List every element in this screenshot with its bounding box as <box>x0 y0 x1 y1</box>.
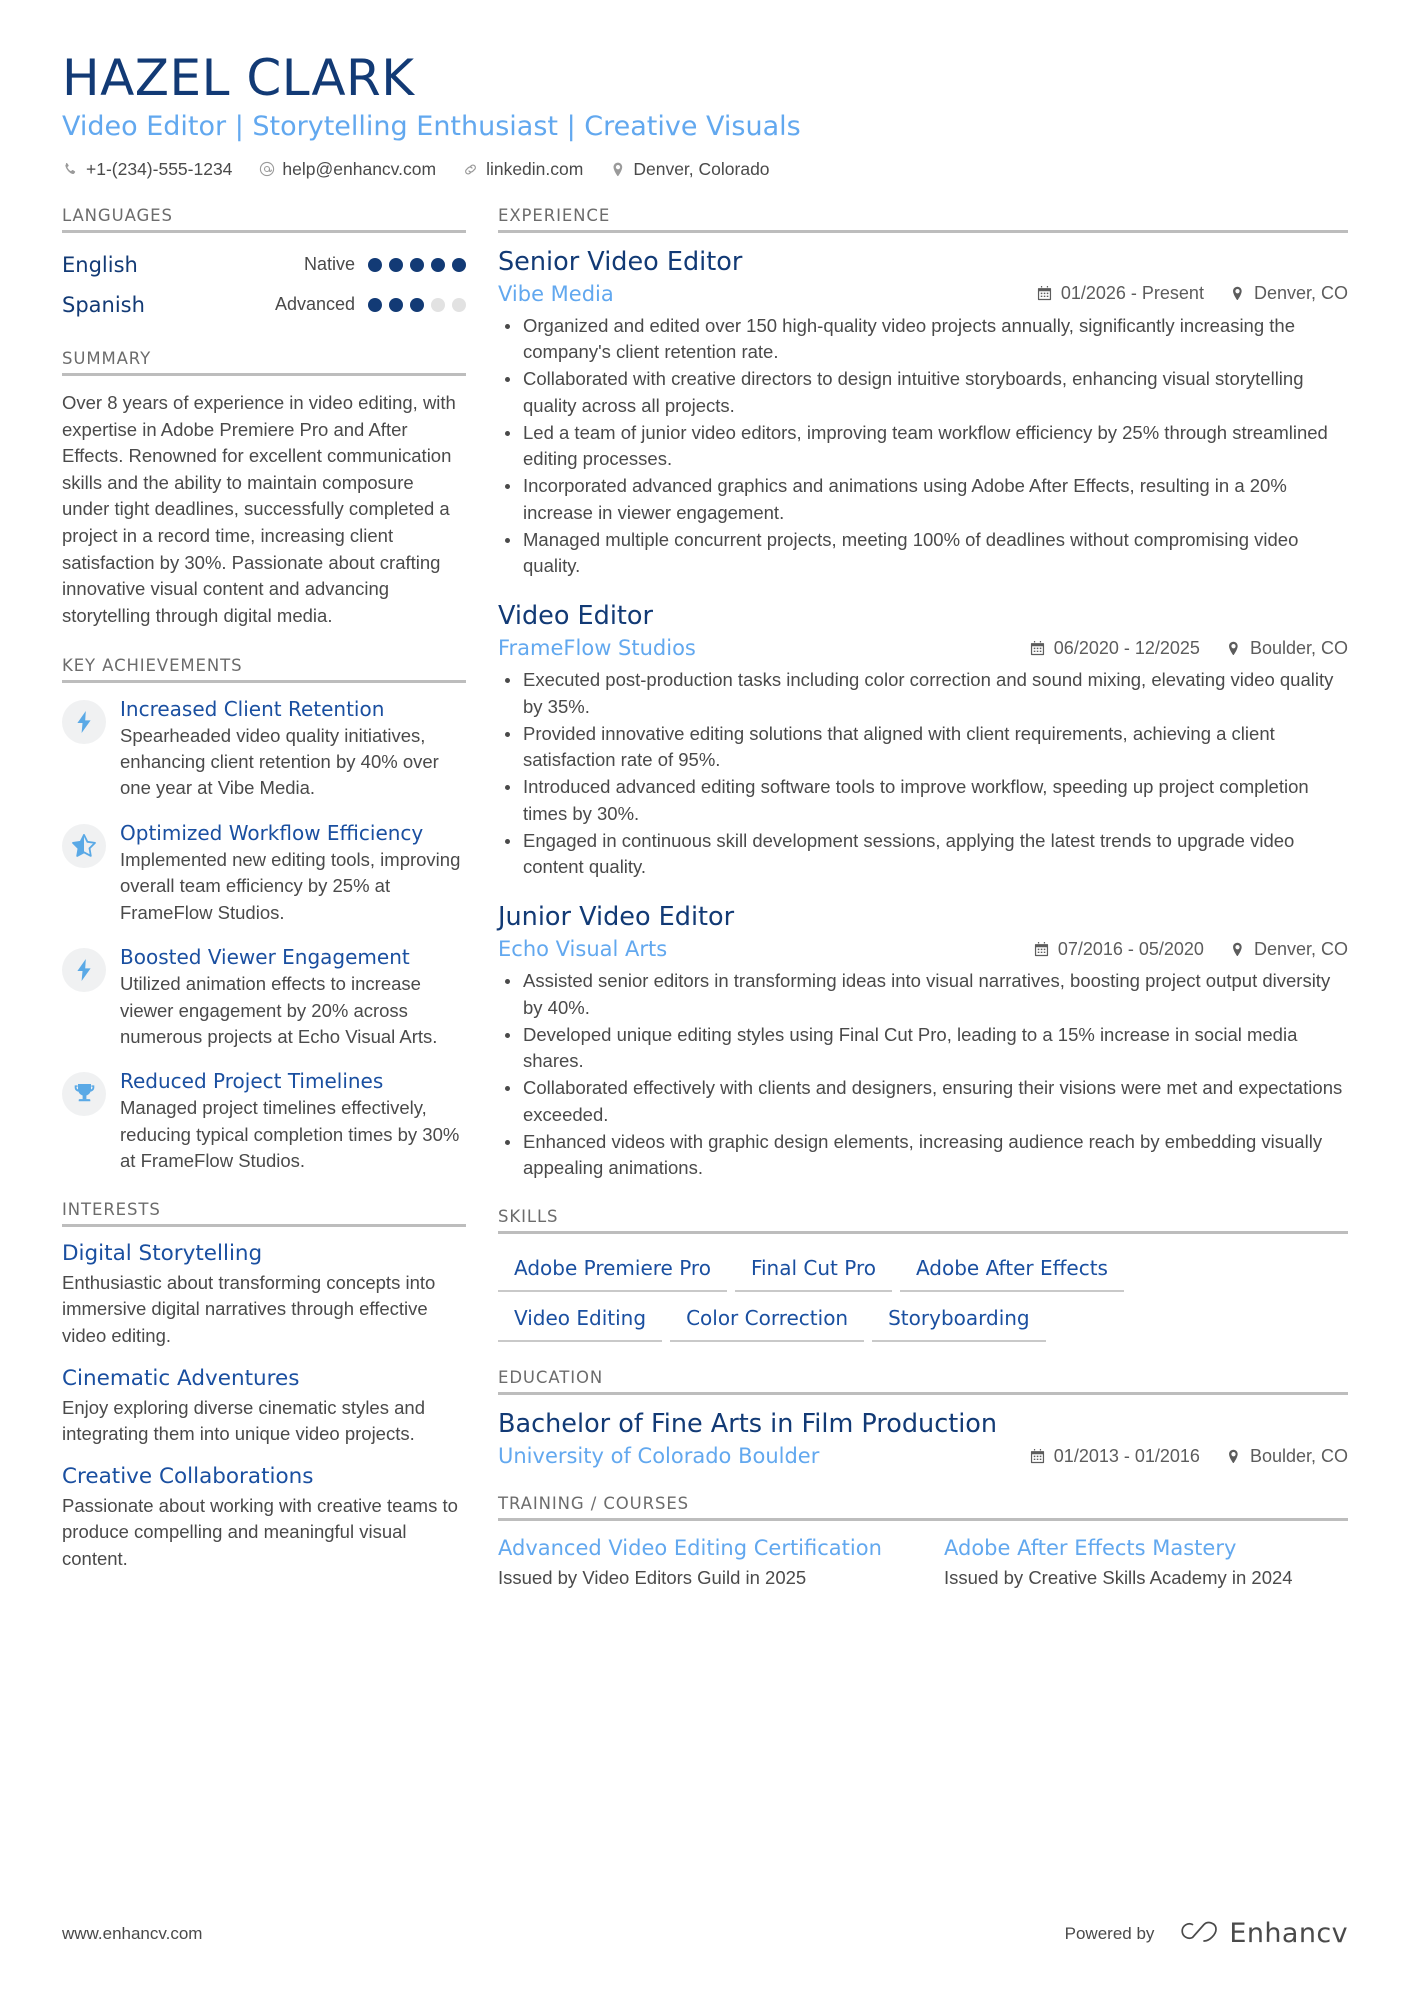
section-experience <box>498 206 1348 1182</box>
skills-list <box>498 1298 1348 1342</box>
interest-desc: Passionate about working with creative teams to produce compelling and meaningful visual content. <box>62 1495 458 1569</box>
job-role: Video Editor <box>498 601 654 632</box>
education-meta-row <box>498 1444 1348 1468</box>
contact-location-text: Denver, Colorado <box>633 158 770 179</box>
interest-item <box>62 1241 466 1349</box>
education-location <box>1226 1446 1348 1467</box>
skill-tag: Storyboarding <box>872 1298 1046 1342</box>
proficiency-dot <box>452 298 466 312</box>
interest-item <box>62 1366 466 1447</box>
skill-tag: Final Cut Pro <box>735 1248 892 1292</box>
job-dates-text: 06/2020 - 12/2025 <box>1053 637 1200 658</box>
achievement-title: Increased Client Retention <box>120 696 385 721</box>
contact-email[interactable] <box>258 159 436 180</box>
section-divider <box>62 230 466 233</box>
page-footer <box>62 1918 1348 1949</box>
achievement-item <box>62 821 466 926</box>
job-location-text: Denver, CO <box>1253 938 1348 959</box>
section-title-summary: SUMMARY <box>62 348 152 368</box>
interest-title: Cinematic Adventures <box>62 1365 300 1391</box>
job-bullet: Enhanced videos with graphic design elements, increasing audience reach by embedding visually appealing animations. <box>498 1129 1348 1182</box>
achievement-desc: Managed project timelines effectively, reducing typical completion times by 30% at FrameFlow Studios. <box>120 1097 460 1171</box>
section-title-experience: EXPERIENCE <box>498 205 611 225</box>
language-name: English <box>62 252 138 277</box>
education-dates-text: 01/2013 - 01/2016 <box>1053 1445 1200 1466</box>
section-title-key-achievements: KEY ACHIEVEMENTS <box>62 655 243 675</box>
job-meta-row <box>498 282 1348 306</box>
job-location <box>1230 939 1348 960</box>
skill-tag: Color Correction <box>670 1298 864 1342</box>
location-pin-icon <box>1226 640 1242 656</box>
language-proficiency-dots <box>368 298 466 312</box>
achievement-item <box>62 697 466 802</box>
proficiency-dot <box>368 298 382 312</box>
achievement-title: Optimized Workflow Efficiency <box>120 820 424 845</box>
job-role: Senior Video Editor <box>498 246 743 277</box>
job-company: FrameFlow Studios <box>498 636 696 661</box>
proficiency-dot <box>431 258 445 272</box>
course-item <box>498 1535 902 1591</box>
section-skills <box>498 1207 1348 1342</box>
proficiency-dot <box>410 258 424 272</box>
enhancv-infinity-icon <box>1172 1919 1218 1948</box>
job-bullet: Introduced advanced editing software tools to improve workflow, speeding up project completion times by 30%. <box>498 774 1348 827</box>
resume-body <box>62 206 1348 1617</box>
job-bullets <box>498 968 1348 1181</box>
job-location-text: Boulder, CO <box>1249 637 1348 658</box>
job-company: Vibe Media <box>498 281 614 306</box>
enhancv-logo <box>1172 1918 1348 1949</box>
section-divider <box>62 373 466 376</box>
job-meta-row <box>498 636 1348 660</box>
job-location-text: Denver, CO <box>1253 283 1348 304</box>
interest-title: Digital Storytelling <box>62 1241 263 1267</box>
section-title-interests: INTERESTS <box>62 1200 161 1220</box>
interest-desc: Enthusiastic about transforming concepts into immersive digital narratives through effective video editing. <box>62 1272 436 1346</box>
location-pin-icon <box>609 161 626 178</box>
job-bullets <box>498 313 1348 580</box>
proficiency-dot <box>368 258 382 272</box>
half-star-icon <box>62 824 106 868</box>
location-pin-icon <box>1230 941 1246 957</box>
footer-brand <box>1065 1918 1348 1949</box>
location-pin-icon <box>1230 286 1246 302</box>
location-pin-icon <box>1226 1448 1242 1464</box>
job-dates-text: 07/2016 - 05/2020 <box>1057 938 1204 959</box>
section-summary <box>62 349 466 630</box>
experience-item <box>498 902 1348 1181</box>
section-divider <box>498 1392 1348 1395</box>
skill-tag: Video Editing <box>498 1298 662 1342</box>
course-title: Advanced Video Editing Certification <box>498 1536 882 1561</box>
proficiency-dot <box>431 298 445 312</box>
section-divider <box>498 230 1348 233</box>
skill-tag: Adobe Premiere Pro <box>498 1248 727 1292</box>
skills-list <box>498 1248 1348 1292</box>
phone-icon <box>62 161 79 178</box>
job-role: Junior Video Editor <box>498 902 735 933</box>
section-title-skills: SKILLS <box>498 1207 559 1227</box>
job-bullet: Collaborated with creative directors to design intuitive storyboards, enhancing visual storytelling quality across all projects. <box>498 366 1348 419</box>
email-icon <box>258 161 275 178</box>
education-location-text: Boulder, CO <box>1249 1445 1348 1466</box>
proficiency-dot <box>452 258 466 272</box>
achievement-desc: Spearheaded video quality initiatives, enhancing client retention by 40% over one year at Vibe Media. <box>120 724 439 799</box>
section-training-courses <box>498 1494 1348 1591</box>
professional-headline: Video Editor | Storytelling Enthusiast | Creative Visuals <box>62 110 801 142</box>
calendar-icon <box>1030 1448 1046 1464</box>
achievement-title: Boosted Viewer Engagement <box>120 944 410 969</box>
education-degree: Bachelor of Fine Arts in Film Production <box>498 1409 998 1440</box>
proficiency-dot <box>389 258 403 272</box>
job-meta-row <box>498 937 1348 961</box>
language-row <box>62 287 466 323</box>
language-level: Native <box>303 254 355 275</box>
job-dates <box>1034 939 1204 960</box>
enhancv-wordmark: Enhancv <box>1229 1918 1348 1949</box>
section-key-achievements <box>62 656 466 1175</box>
course-issuer: Issued by Creative Skills Academy in 2024 <box>944 1566 1293 1588</box>
powered-by-label: Powered by <box>1064 1923 1155 1943</box>
job-bullet: Engaged in continuous skill development sessions, applying the latest trends to upgrade video content quality. <box>498 828 1348 881</box>
proficiency-dot <box>410 298 424 312</box>
interest-desc: Enjoy exploring diverse cinematic styles and integrating them into unique video projects. <box>62 1396 425 1445</box>
education-item <box>498 1409 1348 1468</box>
interest-title: Creative Collaborations <box>62 1464 314 1490</box>
job-bullet: Led a team of junior video editors, improving team workflow efficiency by 25% through streamlined editing processes. <box>498 420 1348 473</box>
language-level: Advanced <box>274 294 355 315</box>
summary-text: Over 8 years of experience in video editing, with expertise in Adobe Premiere Pro and After Effects. Renowned for excellent communication skills and the ability to maintain composure under tight deadlines, successfully completed a project in a record time, increasing client satisfaction by 30%. Passionate about crafting innovative visual content and advancing storytelling through digital media. <box>62 391 456 626</box>
job-bullet: Organized and edited over 150 high-quality video projects annually, significantly increasing the company's client retention rate. <box>498 313 1348 366</box>
job-bullet: Assisted senior editors in transforming ideas into visual narratives, boosting project output diversity by 40%. <box>498 968 1348 1021</box>
section-divider <box>62 1224 466 1227</box>
job-bullet: Developed unique editing styles using Final Cut Pro, leading to a 15% increase in social media shares. <box>498 1022 1348 1075</box>
page-title: HAZEL CLARK <box>62 49 415 107</box>
section-education <box>498 1368 1348 1468</box>
job-bullet: Collaborated effectively with clients and designers, ensuring their visions were met and expectations exceeded. <box>498 1075 1348 1128</box>
contact-row <box>62 159 1348 180</box>
footer-website-url[interactable]: www.enhancv.com <box>62 1923 203 1943</box>
experience-item <box>498 601 1348 880</box>
job-bullet: Incorporated advanced graphics and animations using Adobe After Effects, resulting in a 20% increase in viewer engagement. <box>498 473 1348 526</box>
language-name: Spanish <box>62 292 145 317</box>
education-dates <box>1030 1446 1200 1467</box>
lightning-bolt-icon <box>62 948 106 992</box>
section-divider <box>498 1518 1348 1521</box>
job-dates <box>1037 283 1204 304</box>
section-title-languages: LANGUAGES <box>62 205 173 225</box>
contact-phone[interactable] <box>62 159 232 180</box>
achievement-item <box>62 945 466 1050</box>
contact-linkedin[interactable] <box>462 159 583 180</box>
lightning-bolt-icon <box>62 700 106 744</box>
contact-location <box>609 159 769 180</box>
achievement-item <box>62 1069 466 1174</box>
sidebar <box>62 206 466 1598</box>
interest-item <box>62 1464 466 1572</box>
job-company: Echo Visual Arts <box>498 937 668 962</box>
contact-phone-text: +1-(234)-555-1234 <box>86 158 233 179</box>
course-title: Adobe After Effects Mastery <box>944 1536 1237 1561</box>
job-location <box>1226 638 1348 659</box>
contact-linkedin-text: linkedin.com <box>486 158 584 179</box>
language-row <box>62 247 466 283</box>
proficiency-dot <box>389 298 403 312</box>
link-icon <box>462 161 479 178</box>
resume-header <box>62 49 1348 180</box>
calendar-icon <box>1034 941 1050 957</box>
calendar-icon <box>1030 640 1046 656</box>
main-column <box>498 206 1348 1617</box>
job-bullet: Managed multiple concurrent projects, meeting 100% of deadlines without compromising video quality. <box>498 527 1348 580</box>
achievement-desc: Utilized animation effects to increase viewer engagement by 20% across numerous projects at Echo Visual Arts. <box>120 973 438 1047</box>
course-issuer: Issued by Video Editors Guild in 2025 <box>498 1566 807 1588</box>
job-bullet: Executed post-production tasks including color correction and sound mixing, elevating video quality by 35%. <box>498 667 1348 720</box>
courses-list <box>498 1535 1348 1591</box>
education-school: University of Colorado Boulder <box>498 1444 820 1469</box>
section-divider <box>498 1231 1348 1234</box>
language-proficiency-dots <box>368 258 466 272</box>
section-divider <box>62 680 466 683</box>
achievement-desc: Implemented new editing tools, improving overall team efficiency by 25% at FrameFlow Studios. <box>120 849 461 923</box>
section-title-education: EDUCATION <box>498 1368 604 1388</box>
experience-item <box>498 247 1348 580</box>
job-bullet: Provided innovative editing solutions that aligned with client requirements, achieving a client satisfaction rate of 95%. <box>498 721 1348 774</box>
section-languages <box>62 206 466 323</box>
job-dates <box>1030 638 1200 659</box>
job-bullets <box>498 667 1348 880</box>
section-title-training-courses: TRAINING / COURSES <box>498 1494 690 1514</box>
job-location <box>1230 283 1348 304</box>
trophy-icon <box>62 1072 106 1116</box>
contact-email-text: help@enhancv.com <box>282 158 437 179</box>
achievement-title: Reduced Project Timelines <box>120 1069 384 1094</box>
skill-tag: Adobe After Effects <box>900 1248 1124 1292</box>
course-item <box>944 1535 1348 1591</box>
section-interests <box>62 1200 466 1572</box>
calendar-icon <box>1037 286 1053 302</box>
job-dates-text: 01/2026 - Present <box>1060 283 1204 304</box>
